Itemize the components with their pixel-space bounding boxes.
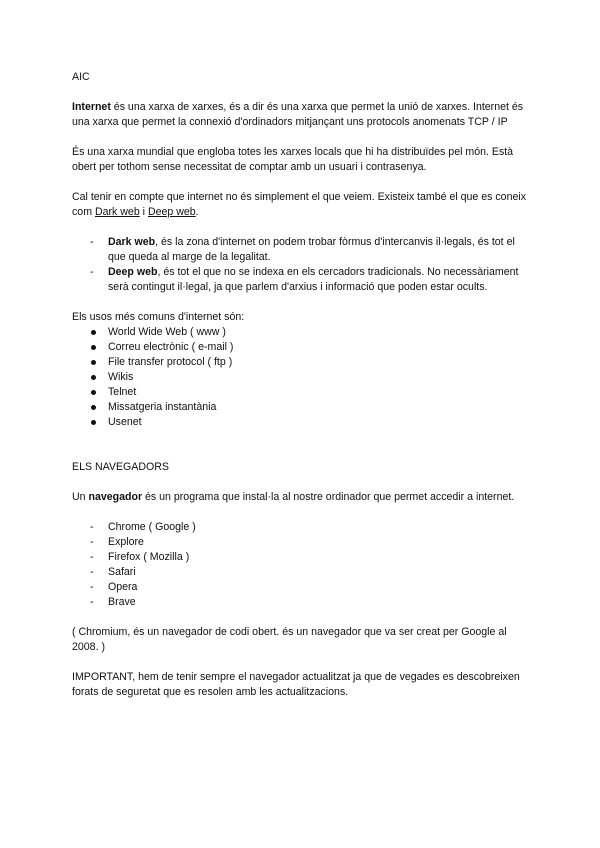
bullet-marker bbox=[91, 390, 96, 395]
important-note: IMPORTANT, hem de tenir sempre el navegador actualitzat ja que de vegades es descobreixen forats de seguretat que es resolen amb les actualitzacions. bbox=[72, 671, 520, 698]
list-item-text: Missatgeria instantània bbox=[108, 401, 217, 413]
list-item bbox=[72, 580, 528, 595]
list-item bbox=[72, 400, 528, 415]
list-item bbox=[72, 415, 528, 430]
list-item bbox=[72, 385, 528, 400]
list-item bbox=[72, 565, 528, 580]
section-heading-navegadors: ELS NAVEGADORS bbox=[72, 461, 169, 473]
list-item-text: Wikis bbox=[108, 371, 134, 383]
bullet-marker bbox=[91, 420, 96, 425]
doc-title: AIC bbox=[72, 71, 90, 83]
list-item bbox=[72, 325, 528, 340]
list-item-text: File transfer protocol ( ftp ) bbox=[108, 356, 233, 368]
dash-marker: - bbox=[90, 581, 94, 593]
web-type-term: Deep web bbox=[108, 266, 158, 278]
bullet-marker bbox=[91, 330, 96, 335]
intro-bold-term: Internet bbox=[72, 101, 111, 113]
navegador-definition bbox=[72, 490, 528, 505]
dash-marker: - bbox=[90, 521, 94, 533]
intro-text: és una xarxa de xarxes, és a dir és una xarxa que permet la unió de xarxes. Internet és una xarxa que permet la connexió d'ordinadors mitjançant uns protocols anomenats TCP / IP bbox=[72, 101, 524, 128]
dash-marker: - bbox=[90, 236, 94, 248]
list-item bbox=[72, 340, 528, 355]
list-item bbox=[72, 265, 528, 295]
nav-def-text: és un programa que instal·la al nostre ordinador que permet accedir a internet. bbox=[142, 491, 515, 503]
web-type-desc: , és tot el que no se indexa en els cercadors tradicionals. No necessàriament serà contingut il·legal, ja que parlem d'arxius i informació que poden estar ocults. bbox=[108, 266, 519, 293]
web-type-term: Dark web bbox=[108, 236, 156, 248]
dark-deep-text: Cal tenir en compte que internet no és simplement el que veiem. Existeix també el que es coneix com bbox=[72, 191, 527, 218]
chromium-note: ( Chromium, és un navegador de codi obert. és un navegador que va ser creat per Google al 2008. ) bbox=[72, 626, 507, 653]
browser-name: Chrome ( Google ) bbox=[108, 521, 196, 533]
uses-list bbox=[72, 325, 528, 430]
browser-name: Firefox ( Mozilla ) bbox=[108, 551, 190, 563]
browser-name: Safari bbox=[108, 566, 136, 578]
browser-name: Brave bbox=[108, 596, 136, 608]
list-item bbox=[72, 370, 528, 385]
browser-name: Opera bbox=[108, 581, 138, 593]
world-network-paragraph: És una xarxa mundial que engloba totes les xarxes locals que hi ha distribuïdes pel món. Està obert per tothom sense necessitat de comptar amb un usuari i contrasenya. bbox=[72, 146, 514, 173]
bullet-marker bbox=[91, 360, 96, 365]
nav-def-prefix: Un bbox=[72, 491, 89, 503]
dash-marker: - bbox=[90, 536, 94, 548]
list-item bbox=[72, 535, 528, 550]
browser-name: Explore bbox=[108, 536, 144, 548]
web-type-desc: , és la zona d'internet on podem trobar fòrmus d'intercanvis il·legals, és tot el que queda al marge de la legalitat. bbox=[108, 236, 515, 263]
list-item-text: Telnet bbox=[108, 386, 137, 398]
nav-def-term: navegador bbox=[88, 491, 143, 503]
intro-paragraph bbox=[72, 100, 528, 130]
bullet-marker bbox=[91, 405, 96, 410]
list-item-text: Correu electrònic ( e-mail ) bbox=[108, 341, 234, 353]
dash-marker: - bbox=[90, 596, 94, 608]
dash-marker: - bbox=[90, 566, 94, 578]
list-item bbox=[72, 355, 528, 370]
browsers-list bbox=[72, 520, 528, 610]
dark-deep-end: . bbox=[195, 206, 199, 218]
bullet-marker bbox=[91, 345, 96, 350]
dark-deep-between: i bbox=[139, 206, 148, 218]
list-item bbox=[72, 595, 528, 610]
list-item-text: World Wide Web ( www ) bbox=[108, 326, 226, 338]
deep-web-link[interactable]: Deep web bbox=[147, 206, 196, 218]
document-page bbox=[72, 70, 528, 700]
list-item-text: Usenet bbox=[108, 416, 142, 428]
uses-heading: Els usos més comuns d'internet són: bbox=[72, 311, 245, 323]
dark-deep-paragraph bbox=[72, 190, 528, 220]
list-item bbox=[72, 235, 528, 265]
web-types-list bbox=[72, 235, 528, 295]
list-item bbox=[72, 550, 528, 565]
bullet-marker bbox=[91, 375, 96, 380]
dark-web-link[interactable]: Dark web bbox=[94, 206, 140, 218]
list-item bbox=[72, 520, 528, 535]
dash-marker: - bbox=[90, 266, 94, 278]
dash-marker: - bbox=[90, 551, 94, 563]
